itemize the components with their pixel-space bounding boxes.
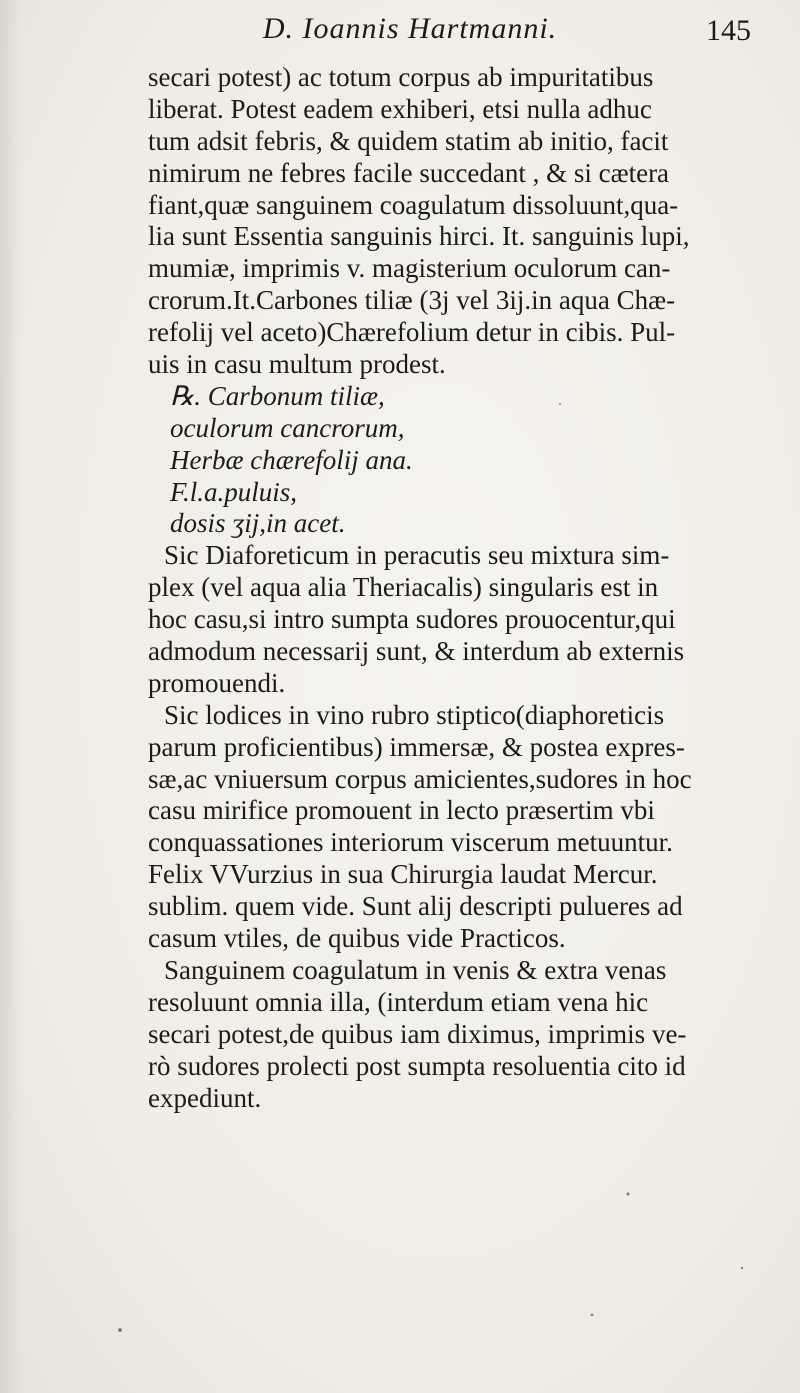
text-line: Sic Diaforeticum in peracutis seu mixtura sim-: [164, 540, 670, 571]
text-line: conquassationes interiorum viscerum metuuntur.: [148, 827, 673, 858]
text-line: casu mirifice promouent in lecto præsertim vbi: [148, 795, 655, 826]
paper-speck: [118, 1328, 122, 1332]
text-line: promouendi.: [148, 667, 286, 698]
text-line: resoluunt omnia illa, (interdum etiam vena hic: [148, 986, 649, 1017]
text-line: secari potest,de quibus iam diximus, imprimis ve-: [148, 1018, 687, 1049]
text-line: uis in casu multum prodest.: [148, 349, 446, 380]
text-line: Sanguinem coagulatum in venis & extra venas: [164, 954, 667, 985]
paper-speck: [741, 1267, 743, 1269]
text-line: hoc casu,si intro sumpta sudores prouocentur,qui: [148, 604, 676, 635]
text-line: mumiæ, imprimis v. magisterium oculorum can-: [148, 253, 671, 284]
text-line: rò sudores prolecti post sumpta resoluentia cito id: [148, 1050, 686, 1081]
binding-shadow: [0, 0, 22, 1393]
recipe-line: F.l.a.puluis,: [170, 476, 298, 507]
recipe-line: oculorum cancrorum,: [170, 412, 405, 443]
text-line: nimirum ne febres facile succedant , & si cætera: [148, 157, 670, 188]
running-head: D. Ioannis Hartmanni.: [262, 12, 558, 45]
text-line: plex (vel aqua alia Theriacalis) singularis est in: [148, 572, 659, 603]
text-line: Sic lodices in vino rubro stiptico(diaphoreticis: [164, 699, 665, 730]
text-line: Felix VVurzius in sua Chirurgia laudat Mercur.: [148, 859, 658, 890]
text-line: secari potest) ac totum corpus ab impuritatibus: [148, 62, 654, 92]
text-line: sæ,ac vniuersum corpus amicientes,sudores in hoc: [148, 763, 692, 794]
page-number: 145: [706, 14, 751, 47]
text-line: fiant,quæ sanguinem coagulatum dissoluunt,qua-: [148, 189, 679, 220]
text-line: crorum.It.Carbones tiliæ (3j vel 3ij.in aqua Chæ-: [148, 285, 676, 316]
recipe-line: dosis ʒij,in acet.: [170, 508, 346, 539]
text-line: parum proficientibus) immersæ, & postea expres-: [148, 731, 685, 762]
text-line: admodum necessarij sunt, & interdum ab externis: [148, 636, 685, 667]
text-line: expediunt.: [148, 1082, 262, 1113]
paper-speck: [591, 1314, 594, 1317]
recipe-line: ℞. Carbonum tiliæ,: [170, 380, 385, 411]
text-line: liberat. Potest eadem exhiberi, etsi nulla adhuc: [148, 93, 652, 124]
text-line: lia sunt Essentia sanguinis hirci. It. sanguinis lupi,: [148, 221, 690, 252]
main-text-block: [148, 62, 788, 1114]
text-line: sublim. quem vide. Sunt alij descripti pulueres ad: [148, 891, 683, 922]
recipe-line: Herbæ chærefolij ana.: [170, 444, 413, 475]
text-line: tum adsit febris, & quidem statim ab initio, facit: [148, 125, 669, 156]
text-line: refolij vel aceto)Chærefolium detur in cibis. Pul-: [148, 317, 676, 348]
paper-speck: [626, 1192, 629, 1195]
text-line: casum vtiles, de quibus vide Practicos.: [148, 923, 566, 954]
